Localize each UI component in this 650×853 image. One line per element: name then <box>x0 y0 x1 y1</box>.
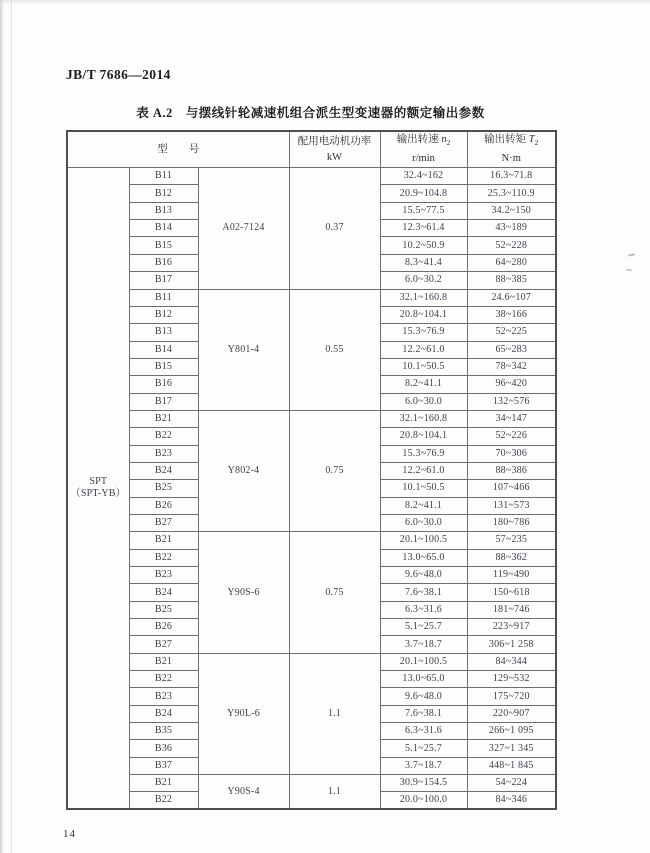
model-cell: B14 <box>129 220 198 237</box>
speed-cell: 32.1~160.8 <box>380 410 467 427</box>
speed-cell: 3.7~18.7 <box>380 636 467 653</box>
speed-cell: 5.1~25.7 <box>380 740 467 757</box>
model-cell: B14 <box>129 341 198 358</box>
power-cell: 0.55 <box>289 289 380 410</box>
speed-cell: 20.0~100.0 <box>380 792 467 809</box>
speed-cell: 30.9~154.5 <box>380 775 467 792</box>
table-title: 表 A.2 与摆线针轮减速机组合派生型变速器的额定输出参数 <box>136 106 485 120</box>
torque-cell: 34~147 <box>467 410 556 427</box>
table-row <box>67 289 556 306</box>
speed-cell: 20.1~100.5 <box>380 532 467 549</box>
motor-cell: Y90L-6 <box>198 653 289 774</box>
speed-cell: 13.0~65.0 <box>380 671 467 688</box>
power-header-unit: kW <box>326 151 343 163</box>
torque-cell: 448~1 845 <box>467 757 556 774</box>
torque-cell: 119~490 <box>467 567 556 584</box>
model-cell: B15 <box>129 358 198 375</box>
model-cell: B23 <box>129 445 198 462</box>
model-cell: B16 <box>129 254 198 271</box>
speed-cell: 10.1~50.5 <box>380 480 467 497</box>
speed-cell: 6.0~30.2 <box>380 272 467 289</box>
model-cell: B27 <box>129 636 198 653</box>
model-cell: B25 <box>129 480 198 497</box>
model-cell: B16 <box>129 376 198 393</box>
motor-cell: Y90S-4 <box>198 775 289 810</box>
series-label-line2: （SPT-YB） <box>70 488 126 500</box>
torque-cell: 25.3~110.9 <box>467 185 556 202</box>
model-cell: B15 <box>129 237 198 254</box>
speed-cell: 10.2~50.9 <box>380 237 467 254</box>
model-cell: B37 <box>129 757 198 774</box>
torque-cell: 306~1 258 <box>467 636 556 653</box>
torque-cell: 84~346 <box>467 792 556 809</box>
table-row <box>67 532 556 549</box>
torque-cell: 88~386 <box>467 462 556 479</box>
speed-cell: 20.8~104.1 <box>380 306 467 323</box>
speed-cell: 12.3~61.4 <box>380 220 467 237</box>
scan-streak <box>11 0 12 853</box>
model-cell: B24 <box>129 705 198 722</box>
model-cell: B11 <box>129 168 198 185</box>
speed-cell: 9.6~48.0 <box>380 567 467 584</box>
table-row <box>67 775 556 792</box>
speed-cell: 8.3~41.4 <box>380 254 467 271</box>
model-cell: B11 <box>129 289 198 306</box>
model-cell: B23 <box>129 567 198 584</box>
torque-cell: 266~1 095 <box>467 723 556 740</box>
scan-edge-left <box>0 0 4 853</box>
power-cell: 0.75 <box>289 532 380 653</box>
speed-column-header <box>380 131 467 168</box>
model-cell: B12 <box>129 185 198 202</box>
speed-cell: 10.1~50.5 <box>380 358 467 375</box>
motor-cell: Y90S-6 <box>198 532 289 653</box>
speed-cell: 9.6~48.0 <box>380 688 467 705</box>
torque-cell: 54~224 <box>467 775 556 792</box>
torque-cell: 57~235 <box>467 532 556 549</box>
torque-cell: 64~280 <box>467 254 556 271</box>
speed-cell: 20.8~104.1 <box>380 428 467 445</box>
speed-cell: 13.0~65.0 <box>380 549 467 566</box>
torque-cell: 181~746 <box>467 601 556 618</box>
torque-cell: 24.6~107 <box>467 289 556 306</box>
model-column-header <box>67 131 289 168</box>
table-row <box>67 653 556 670</box>
model-cell: B25 <box>129 601 198 618</box>
torque-cell: 65~283 <box>467 341 556 358</box>
speed-cell: 6.0~30.0 <box>380 514 467 531</box>
model-cell: B21 <box>129 532 198 549</box>
motor-cell: Y801-4 <box>198 289 289 410</box>
speed-cell: 20.1~100.5 <box>380 653 467 670</box>
model-cell: B24 <box>129 584 198 601</box>
torque-header-line1: 输出转矩 $T_2$ <box>484 134 539 148</box>
series-label-line1: SPT <box>89 476 108 488</box>
scan-artifact-mark <box>626 269 632 272</box>
torque-cell: 84~344 <box>467 653 556 670</box>
speed-cell: 12.2~61.0 <box>380 341 467 358</box>
speed-cell: 6.3~31.6 <box>380 723 467 740</box>
torque-cell: 129~532 <box>467 671 556 688</box>
torque-cell: 43~189 <box>467 220 556 237</box>
model-cell: B26 <box>129 497 198 514</box>
torque-cell: 150~618 <box>467 584 556 601</box>
power-header-line1: 配用电动机功率 <box>297 135 372 147</box>
speed-header-line1: 输出转速 $n_2$ <box>396 134 451 148</box>
speed-cell: 8.2~41.1 <box>380 497 467 514</box>
model-cell: B17 <box>129 272 198 289</box>
torque-cell: 223~917 <box>467 619 556 636</box>
speed-cell: 12.2~61.0 <box>380 462 467 479</box>
power-cell: 0.37 <box>289 168 380 289</box>
scan-edge-top <box>0 0 650 5</box>
model-cell: B22 <box>129 428 198 445</box>
power-column-header <box>289 131 380 168</box>
series-label-cell <box>67 168 129 810</box>
torque-cell: 52~228 <box>467 237 556 254</box>
table-row <box>67 410 556 427</box>
model-cell: B21 <box>129 775 198 792</box>
motor-cell: Y802-4 <box>198 410 289 531</box>
torque-cell: 327~1 345 <box>467 740 556 757</box>
speed-cell: 7.6~38.1 <box>380 705 467 722</box>
speed-cell: 20.9~104.8 <box>380 185 467 202</box>
model-cell: B35 <box>129 723 198 740</box>
torque-cell: 52~226 <box>467 428 556 445</box>
speed-cell: 5.1~25.7 <box>380 619 467 636</box>
model-cell: B22 <box>129 549 198 566</box>
table-body <box>67 168 556 810</box>
table-row <box>67 168 556 185</box>
model-cell: B24 <box>129 462 198 479</box>
speed-cell: 15.3~76.9 <box>380 324 467 341</box>
speed-cell: 15.5~77.5 <box>380 202 467 219</box>
table-header-row <box>67 131 556 168</box>
speed-cell: 6.3~31.6 <box>380 601 467 618</box>
page-number: 14 <box>63 828 76 840</box>
torque-cell: 220~907 <box>467 705 556 722</box>
torque-cell: 96~420 <box>467 376 556 393</box>
motor-cell: A02-7124 <box>198 168 289 289</box>
torque-cell: 175~720 <box>467 688 556 705</box>
torque-cell: 16.3~71.8 <box>467 168 556 185</box>
torque-cell: 180~786 <box>467 514 556 531</box>
model-cell: B13 <box>129 324 198 341</box>
speed-cell: 8.2~41.1 <box>380 376 467 393</box>
model-cell: B36 <box>129 740 198 757</box>
speed-cell: 32.4~162 <box>380 168 467 185</box>
torque-cell: 107~466 <box>467 480 556 497</box>
model-cell: B17 <box>129 393 198 410</box>
torque-cell: 38~166 <box>467 306 556 323</box>
speed-cell: 7.6~38.1 <box>380 584 467 601</box>
torque-cell: 52~225 <box>467 324 556 341</box>
torque-column-header <box>467 131 556 168</box>
model-cell: B22 <box>129 671 198 688</box>
model-cell: B21 <box>129 653 198 670</box>
torque-header-unit: N·m <box>501 153 521 165</box>
output-parameters-table <box>66 130 557 810</box>
torque-cell: 131~573 <box>467 497 556 514</box>
scan-artifact-mark <box>628 253 635 256</box>
model-cell: B27 <box>129 514 198 531</box>
model-cell: B13 <box>129 202 198 219</box>
model-cell: B12 <box>129 306 198 323</box>
model-cell: B22 <box>129 792 198 809</box>
torque-cell: 34.2~150 <box>467 202 556 219</box>
speed-cell: 6.0~30.0 <box>380 393 467 410</box>
torque-cell: 132~576 <box>467 393 556 410</box>
torque-cell: 88~362 <box>467 549 556 566</box>
model-header-label: 型 号 <box>157 143 200 155</box>
torque-cell: 88~385 <box>467 272 556 289</box>
speed-cell: 15.3~76.9 <box>380 445 467 462</box>
model-cell: B26 <box>129 619 198 636</box>
model-cell: B21 <box>129 410 198 427</box>
power-cell: 1.1 <box>289 775 380 810</box>
torque-cell: 70~306 <box>467 445 556 462</box>
model-cell: B23 <box>129 688 198 705</box>
standard-number: JB/T 7686—2014 <box>66 67 171 82</box>
power-cell: 1.1 <box>289 653 380 774</box>
torque-cell: 78~342 <box>467 358 556 375</box>
speed-cell: 32.1~160.8 <box>380 289 467 306</box>
power-cell: 0.75 <box>289 410 380 531</box>
speed-cell: 3.7~18.7 <box>380 757 467 774</box>
speed-header-unit: r/min <box>412 153 435 165</box>
